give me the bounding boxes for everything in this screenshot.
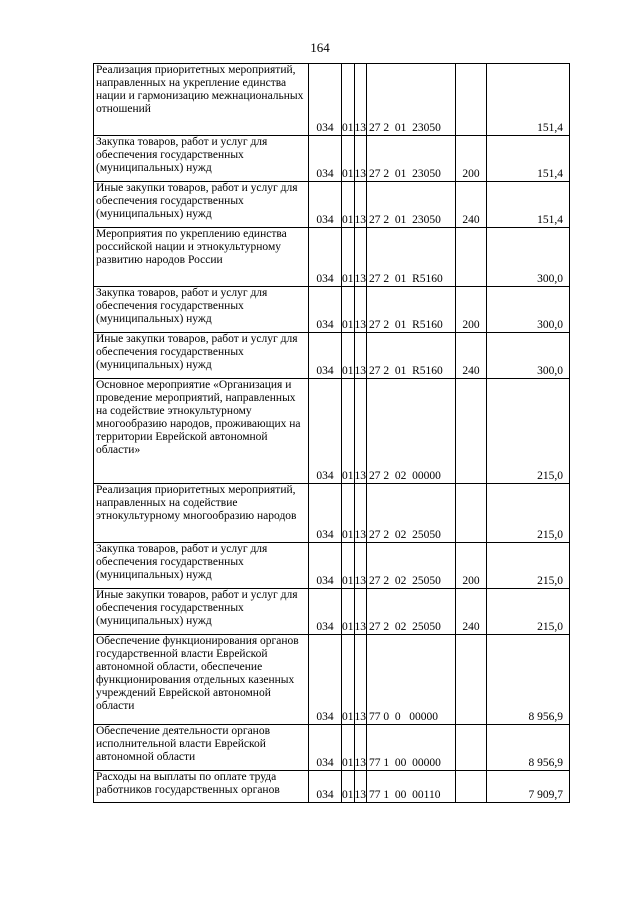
section-code-cell: 01 <box>342 543 355 589</box>
budget-table-body <box>94 64 570 803</box>
amount-cell: 151,4 <box>487 182 570 228</box>
row-name-cell: Закупка товаров, работ и услуг для обеспечения государственных (муниципальных) нужд <box>94 543 309 589</box>
ministry-code-cell: 034 <box>309 635 342 725</box>
target-article-cell: 27 2 02 25050 <box>367 589 456 635</box>
row-name-cell: Обеспечение функционирования органов государственной власти Еврейской автономной области, обеспечение функционирования отдельных казенных учреждений Еврейской автономной области <box>94 635 309 725</box>
ministry-code-cell: 034 <box>309 228 342 287</box>
subsection-code-cell: 13 <box>354 136 367 182</box>
ministry-code-cell: 034 <box>309 543 342 589</box>
section-code-cell: 01 <box>342 182 355 228</box>
subsection-code-cell: 13 <box>354 333 367 379</box>
table-row <box>94 228 570 287</box>
target-article-cell: 27 2 02 00000 <box>367 379 456 484</box>
ministry-code-cell: 034 <box>309 182 342 228</box>
ministry-code-cell: 034 <box>309 379 342 484</box>
table-row <box>94 635 570 725</box>
ministry-code-cell: 034 <box>309 771 342 803</box>
section-code-cell: 01 <box>342 635 355 725</box>
target-article-cell: 27 2 01 23050 <box>367 182 456 228</box>
section-code-cell: 01 <box>342 725 355 771</box>
expense-type-cell: 240 <box>456 182 487 228</box>
target-article-cell: 27 2 01 R5160 <box>367 333 456 379</box>
target-article-cell: 77 0 0 00000 <box>367 635 456 725</box>
target-article-cell: 27 2 01 R5160 <box>367 228 456 287</box>
amount-cell: 215,0 <box>487 379 570 484</box>
amount-cell: 8 956,9 <box>487 725 570 771</box>
expense-type-cell: 200 <box>456 287 487 333</box>
expense-type-cell: 240 <box>456 333 487 379</box>
table-row <box>94 182 570 228</box>
row-name-cell: Закупка товаров, работ и услуг для обеспечения государственных (муниципальных) нужд <box>94 136 309 182</box>
section-code-cell: 01 <box>342 228 355 287</box>
ministry-code-cell: 034 <box>309 589 342 635</box>
table-row <box>94 771 570 803</box>
table-row <box>94 725 570 771</box>
section-code-cell: 01 <box>342 484 355 543</box>
amount-cell: 215,0 <box>487 589 570 635</box>
target-article-cell: 27 2 02 25050 <box>367 543 456 589</box>
subsection-code-cell: 13 <box>354 589 367 635</box>
amount-cell: 215,0 <box>487 484 570 543</box>
section-code-cell: 01 <box>342 64 355 136</box>
page-number: 164 <box>310 40 330 55</box>
section-code-cell: 01 <box>342 287 355 333</box>
row-name-cell: Реализация приоритетных мероприятий, направленных на содействие этнокультурному многообразию народов <box>94 484 309 543</box>
table-row <box>94 543 570 589</box>
target-article-cell: 77 1 00 00110 <box>367 771 456 803</box>
expense-type-cell <box>456 635 487 725</box>
target-article-cell: 27 2 01 23050 <box>367 64 456 136</box>
expense-type-cell <box>456 725 487 771</box>
amount-cell: 7 909,7 <box>487 771 570 803</box>
row-name-cell: Расходы на выплаты по оплате труда работников государственных органов <box>94 771 309 803</box>
expense-type-cell <box>456 64 487 136</box>
subsection-code-cell: 13 <box>354 771 367 803</box>
row-name-cell: Основное мероприятие «Организация и проведение мероприятий, направленных на содействие этнокультурному многообразию народов, проживающих на территории Еврейской автономной области» <box>94 379 309 484</box>
amount-cell: 300,0 <box>487 287 570 333</box>
amount-cell: 215,0 <box>487 543 570 589</box>
expense-type-cell: 240 <box>456 589 487 635</box>
amount-cell: 8 956,9 <box>487 635 570 725</box>
ministry-code-cell: 034 <box>309 64 342 136</box>
row-name-cell: Иные закупки товаров, работ и услуг для обеспечения государственных (муниципальных) нужд <box>94 589 309 635</box>
expense-type-cell: 200 <box>456 136 487 182</box>
subsection-code-cell: 13 <box>354 64 367 136</box>
section-code-cell: 01 <box>342 771 355 803</box>
ministry-code-cell: 034 <box>309 484 342 543</box>
ministry-code-cell: 034 <box>309 136 342 182</box>
subsection-code-cell: 13 <box>354 484 367 543</box>
target-article-cell: 27 2 02 25050 <box>367 484 456 543</box>
amount-cell: 151,4 <box>487 64 570 136</box>
subsection-code-cell: 13 <box>354 725 367 771</box>
table-row <box>94 379 570 484</box>
table-row <box>94 287 570 333</box>
amount-cell: 300,0 <box>487 228 570 287</box>
table-row <box>94 64 570 136</box>
row-name-cell: Обеспечение деятельности органов исполнительной власти Еврейской автономной области <box>94 725 309 771</box>
expense-type-cell <box>456 771 487 803</box>
target-article-cell: 27 2 01 23050 <box>367 136 456 182</box>
table-row <box>94 484 570 543</box>
ministry-code-cell: 034 <box>309 287 342 333</box>
row-name-cell: Мероприятия по укреплению единства российской нации и этнокультурному развитию народов России <box>94 228 309 287</box>
expense-type-cell <box>456 228 487 287</box>
subsection-code-cell: 13 <box>354 543 367 589</box>
table-row <box>94 333 570 379</box>
subsection-code-cell: 13 <box>354 379 367 484</box>
amount-cell: 300,0 <box>487 333 570 379</box>
expense-type-cell <box>456 484 487 543</box>
target-article-cell: 27 2 01 R5160 <box>367 287 456 333</box>
amount-cell: 151,4 <box>487 136 570 182</box>
ministry-code-cell: 034 <box>309 725 342 771</box>
section-code-cell: 01 <box>342 589 355 635</box>
subsection-code-cell: 13 <box>354 228 367 287</box>
row-name-cell: Реализация приоритетных мероприятий, направленных на укрепление единства нации и гармонизацию межнациональных отношений <box>94 64 309 136</box>
row-name-cell: Закупка товаров, работ и услуг для обеспечения государственных (муниципальных) нужд <box>94 287 309 333</box>
row-name-cell: Иные закупки товаров, работ и услуг для обеспечения государственных (муниципальных) нужд <box>94 333 309 379</box>
target-article-cell: 77 1 00 00000 <box>367 725 456 771</box>
budget-table <box>93 63 570 803</box>
section-code-cell: 01 <box>342 333 355 379</box>
subsection-code-cell: 13 <box>354 635 367 725</box>
subsection-code-cell: 13 <box>354 182 367 228</box>
expense-type-cell: 200 <box>456 543 487 589</box>
section-code-cell: 01 <box>342 136 355 182</box>
section-code-cell: 01 <box>342 379 355 484</box>
ministry-code-cell: 034 <box>309 333 342 379</box>
table-row <box>94 589 570 635</box>
subsection-code-cell: 13 <box>354 287 367 333</box>
table-row <box>94 136 570 182</box>
expense-type-cell <box>456 379 487 484</box>
row-name-cell: Иные закупки товаров, работ и услуг для обеспечения государственных (муниципальных) нужд <box>94 182 309 228</box>
